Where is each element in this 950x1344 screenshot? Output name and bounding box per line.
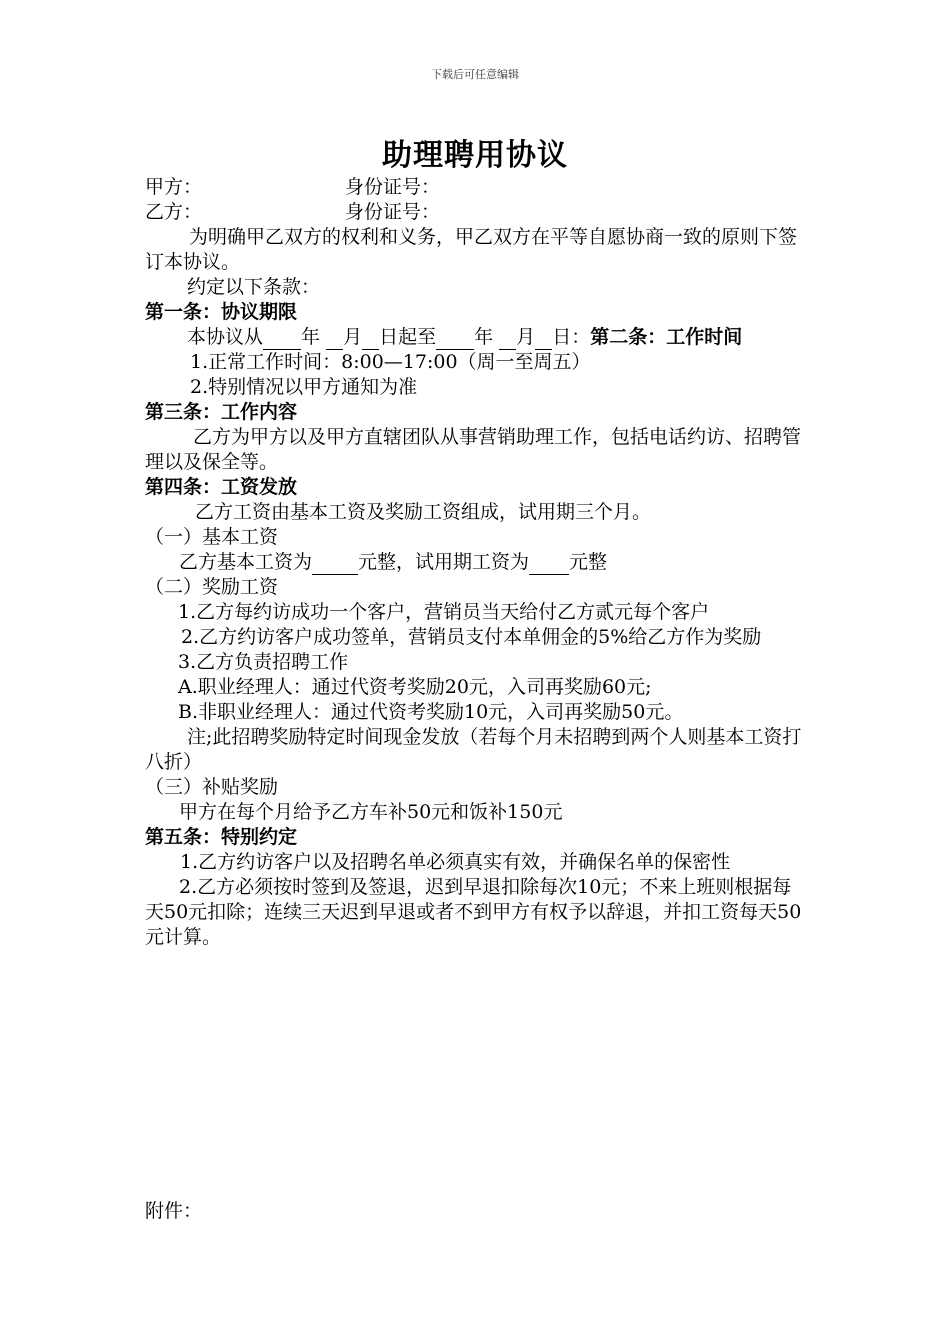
article-4-text: 乙方工资由基本工资及奖励工资组成，试用期三个月。 — [195, 501, 652, 523]
party-a-label: 甲方： — [145, 176, 203, 198]
article-2-title: 第二条：工作时间 — [590, 326, 743, 348]
month-label: 月 — [343, 326, 363, 348]
header-note: 下载后可任意编辑 — [431, 68, 519, 81]
basic-salary-line — [145, 550, 807, 575]
trial-salary-blank — [529, 554, 569, 575]
special-item: 2.乙方必须按时签到及签退，迟到早退扣除每次10元；不来上班则根据每天50元扣除；连续三天迟到早退或者不到甲方有权予以辞退，并扣工资每天50元计算。 — [145, 876, 802, 948]
subsidy-text: 甲方在每个月给予乙方车补50元和饭补150元 — [179, 801, 563, 823]
party-a-row — [145, 175, 807, 200]
article-5-title: 第五条：特别约定 — [145, 826, 298, 848]
section-2-title: （二）奖励工资 — [145, 576, 279, 598]
reward-item: A.职业经理人：通过代资考奖励20元，入司再奖励60元; — [178, 676, 652, 698]
article-4-title: 第四条：工资发放 — [145, 476, 298, 498]
start-year-blank — [263, 329, 301, 350]
basic-salary-blank — [312, 554, 358, 575]
art2-item: 1.正常工作时间：8:00—17:00（周一至周五） — [190, 351, 591, 373]
day-from-label: 日起至 — [379, 326, 437, 348]
party-a-id-label: 身份证号： — [345, 176, 441, 198]
end-month-label: 月 — [516, 326, 536, 348]
reward-item: 2.乙方约访客户成功签单，营销员支付本单佣金的5%给乙方作为奖励 — [181, 626, 762, 648]
article-1-title: 第一条：协议期限 — [145, 301, 298, 323]
section-3-title: （三）补贴奖励 — [145, 776, 279, 798]
period-from-label: 本协议从 — [187, 326, 264, 348]
end-year-label: 年 — [474, 326, 494, 348]
intro-paragraph: 为明确甲乙双方的权利和义务，甲乙双方在平等自愿协商一致的原则下签订本协议。 — [145, 226, 798, 273]
attachment-label: 附件： — [145, 1200, 203, 1222]
reward-note: 注;此招聘奖励特定时间现金发放（若每个月未招聘到两个人则基本工资打八折） — [145, 726, 802, 773]
start-day-blank — [362, 329, 379, 350]
article-3-text: 乙方为甲方以及甲方直辖团队从事营销助理工作，包括电话约访、招聘管理以及保全等。 — [145, 426, 802, 473]
basic-salary-label: 乙方基本工资为 — [179, 551, 313, 573]
end-month-blank — [499, 329, 516, 350]
reward-item: B.非职业经理人：通过代资考奖励10元，入司再奖励50元。 — [178, 701, 684, 723]
end-year-blank — [436, 329, 474, 350]
party-b-label: 乙方： — [145, 201, 203, 223]
year-label: 年 — [301, 326, 321, 348]
article-1-period — [145, 325, 807, 350]
agreement-body — [145, 175, 807, 950]
reward-item: 1.乙方每约访成功一个客户，营销员当天给付乙方贰元每个客户 — [178, 601, 710, 623]
end-day-blank — [535, 329, 552, 350]
party-b-row — [145, 200, 807, 225]
trial-salary-suffix: 元整 — [569, 551, 608, 573]
special-item: 1.乙方约访客户以及招聘名单必须真实有效，并确保名单的保密性 — [180, 851, 731, 873]
reward-item: 3.乙方负责招聘工作 — [178, 651, 349, 673]
terms-intro: 约定以下条款： — [187, 276, 321, 298]
day-end-label: 日： — [552, 326, 591, 348]
trial-salary-label: 元整，试用期工资为 — [358, 551, 530, 573]
document-title: 助理聘用协议 — [382, 138, 568, 173]
section-1-title: （一）基本工资 — [145, 526, 279, 548]
article-3-title: 第三条：工作内容 — [145, 401, 298, 423]
start-month-blank — [326, 329, 343, 350]
art2-item: 2.特别情况以甲方通知为准 — [190, 376, 418, 398]
party-b-id-label: 身份证号： — [345, 201, 441, 223]
